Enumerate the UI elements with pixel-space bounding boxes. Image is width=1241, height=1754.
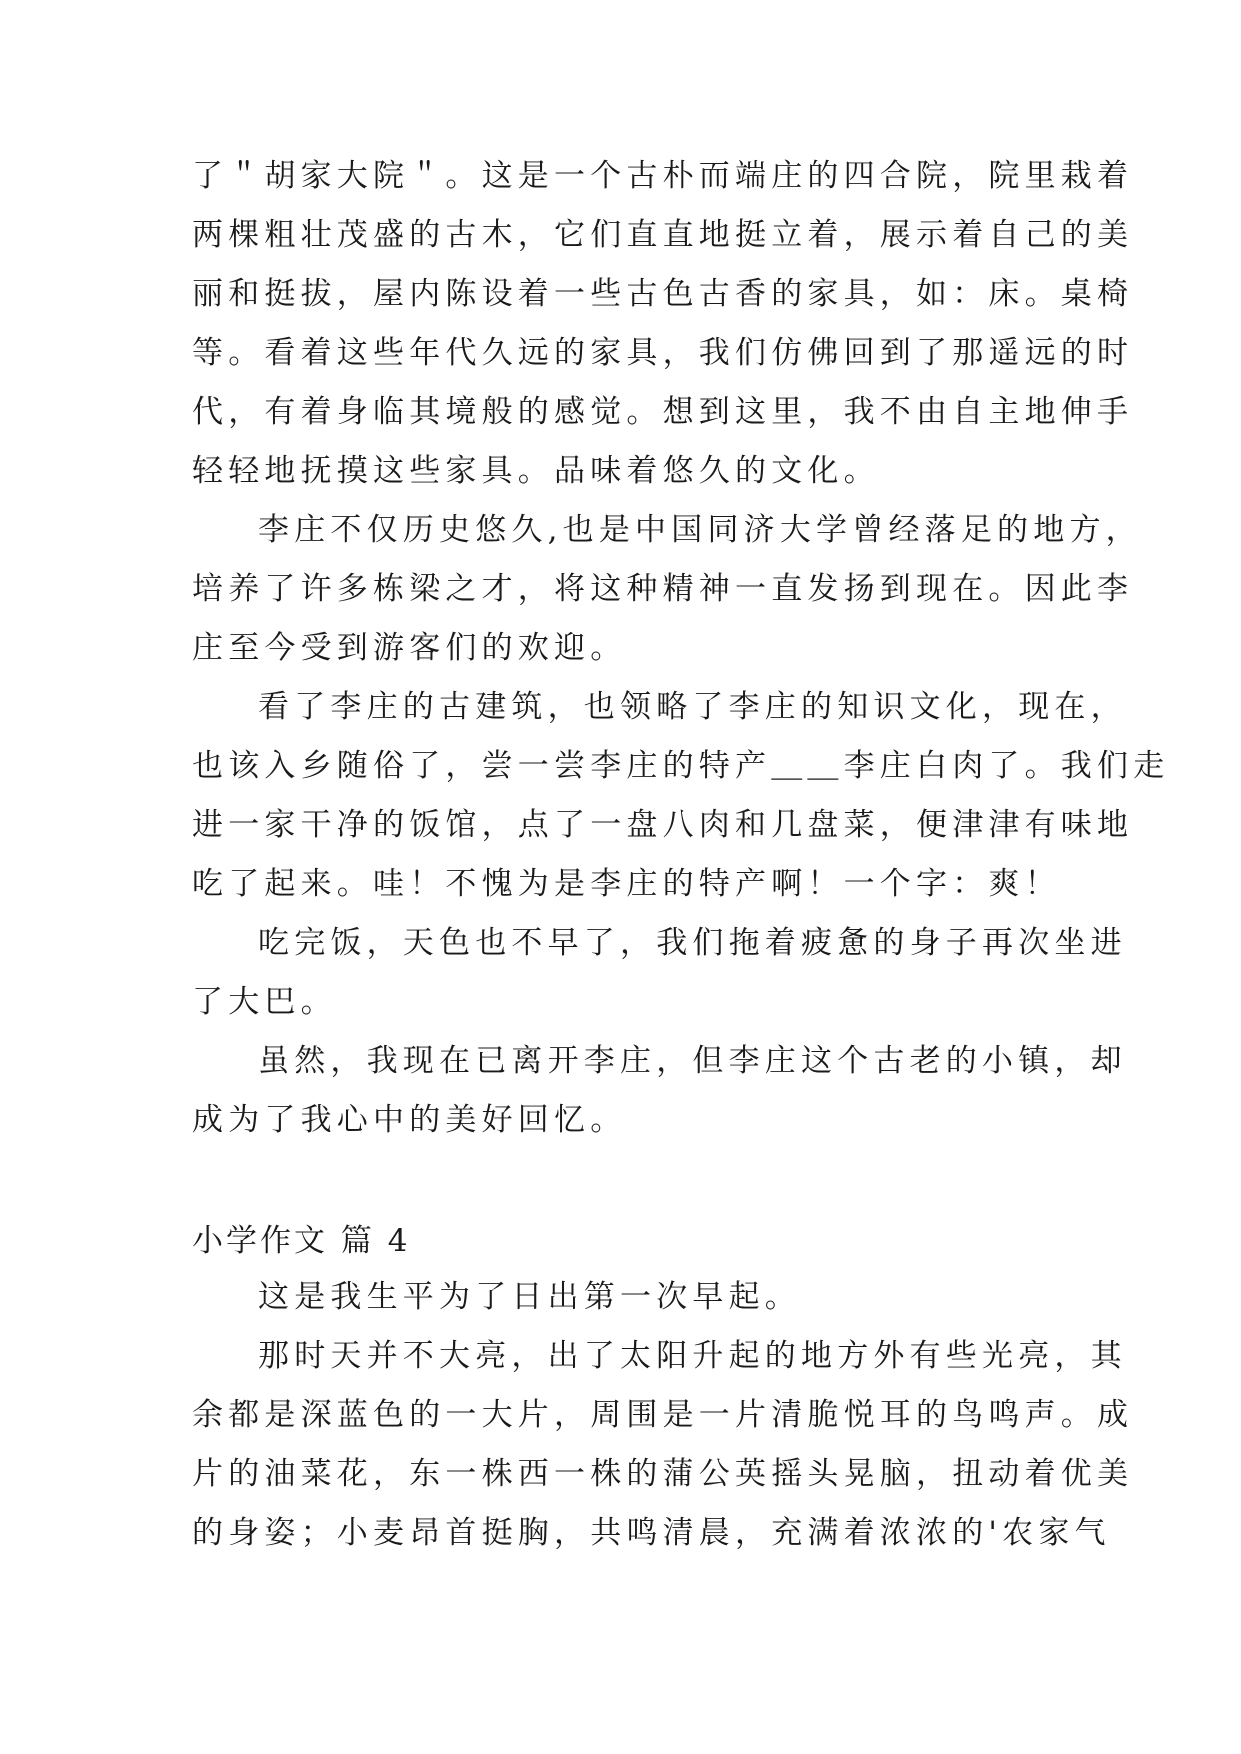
- section-heading: 小学作文 篇 4: [192, 1223, 411, 1259]
- text-line: 的身姿；小麦昂首挺胸，共鸣清晨，充满着浓浓的'农家气: [192, 1515, 1111, 1551]
- text-line: 代，有着身临其境般的感觉。想到这里，我不由自主地伸手: [192, 394, 1134, 430]
- paragraph-first-line: 这是我生平为了日出第一次早起。: [258, 1279, 801, 1315]
- text-line: 庄至今受到游客们的欢迎。: [192, 630, 627, 666]
- paragraph-first-line: 李庄不仅历史悠久,也是中国同济大学曾经落足的地方，: [258, 512, 1142, 548]
- text-line: 片的油菜花，东一株西一株的蒲公英摇头晃脑，扭动着优美: [192, 1456, 1134, 1492]
- paragraph-first-line: 那时天并不大亮，出了太阳升起的地方外有些光亮，其: [258, 1338, 1127, 1374]
- paragraph-first-line: 虽然，我现在已离开李庄，但李庄这个古老的小镇，却: [258, 1043, 1127, 1079]
- text-line: 成为了我心中的美好回忆。: [192, 1102, 627, 1138]
- text-line: 培养了许多栋梁之才，将这种精神一直发扬到现在。因此李: [192, 571, 1134, 607]
- text-line: 余都是深蓝色的一大片，周围是一片清脆悦耳的鸟鸣声。成: [192, 1397, 1134, 1433]
- body-text-lower: [192, 1268, 1134, 1563]
- text-line: 也该入乡随俗了，尝一尝李庄的特产＿＿李庄白肉了。我们走: [192, 748, 1170, 784]
- text-line: 两棵粗壮茂盛的古木，它们直直地挺立着，展示着自己的美: [192, 217, 1134, 253]
- paragraph-first-line: 吃完饭，天色也不早了，我们拖着疲惫的身子再次坐进: [258, 925, 1127, 961]
- text-line: 进一家干净的饭馆，点了一盘八肉和几盘菜，便津津有味地: [192, 807, 1134, 843]
- body-text-upper: [192, 147, 1170, 1150]
- paragraph-first-line: 看了李庄的古建筑，也领略了李庄的知识文化，现在，: [258, 689, 1127, 725]
- text-line: 丽和挺拔，屋内陈设着一些古色古香的家具，如：床。桌椅: [192, 276, 1134, 312]
- text-line: 等。看着这些年代久远的家具，我们仿佛回到了那遥远的时: [192, 335, 1134, 371]
- text-line: 了＂胡家大院＂。这是一个古朴而端庄的四合院，院里栽着: [192, 158, 1134, 194]
- text-line: 吃了起来。哇！不愧为是李庄的特产啊！一个字：爽！: [192, 866, 1061, 902]
- text-line: 轻轻地抚摸这些家具。品味着悠久的文化。: [192, 453, 880, 489]
- text-line: 了大巴。: [192, 984, 337, 1020]
